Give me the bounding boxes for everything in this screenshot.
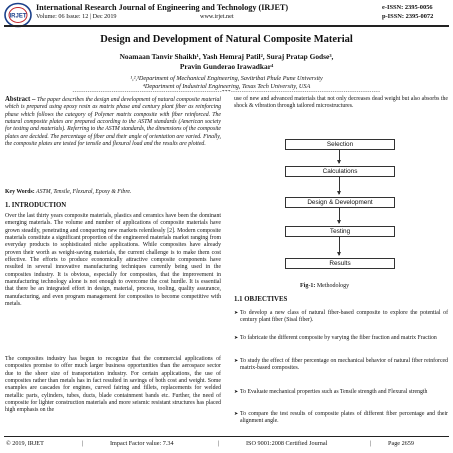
objective-text: To develop a new class of natural fiber-based composite to explore the potential of century plant fiber (Sisal fiber). bbox=[240, 310, 448, 324]
footer-sep-1: | bbox=[82, 440, 84, 447]
objective-text: To study the effect of fiber percentage on mechanical behavior of natural fiber reinforced matrix-based composites. bbox=[240, 358, 448, 372]
p-issn: p-ISSN: 2395-0072 bbox=[382, 13, 434, 20]
footer-page-number: Page 2659 bbox=[388, 440, 414, 447]
flow-step-design-development: Design & Development bbox=[285, 197, 395, 208]
flow-step-testing: Testing bbox=[285, 226, 395, 237]
objective-text: To compare the test results of composite plates of different fiber percentage and their alignment angle. bbox=[240, 411, 448, 425]
footer-impact-factor: Impact Factor value: 7.34 bbox=[110, 440, 174, 447]
figure-caption bbox=[300, 283, 349, 289]
intro-paragraph-1: Over the last thirty years composite materials, plastics and ceramics have been the dominant emerging materials. The volume and number of applications of composite materials have grown steadily, penetrating and conquering new markets relentlessly [2]. Modern composite materials constitute a significant proportion of the engineered materials market ranging from everyday products to sophisticated niche applications. While composites have already proven their worth as weight-saving materials, the current challenge is to make them cost effective. The efforts to produce economically attractive composite components have resulted in several innovative manufacturing techniques currently being used in the composites industry. It is obvious, especially for composites, that the improvement in manufacturing technology alone is not enough to overcome the cost hurdle. It is essential that there be an integrated effort in design, material, process, tooling, quality assurance, manufacturing, and even program management for composites to become competitive with metals. bbox=[5, 213, 221, 308]
figure-caption-text: Methodology bbox=[315, 283, 350, 289]
flow-arrow-3 bbox=[339, 208, 340, 223]
journal-website[interactable]: www.irjet.net bbox=[200, 13, 234, 20]
authors-line-2: Pravin Gunderao Irawadkar⁴ bbox=[179, 62, 274, 71]
keywords-label: Key Words: bbox=[5, 189, 35, 195]
journal-name: International Research Journal of Engineering and Technology (IRJET) bbox=[36, 3, 289, 12]
header-divider bbox=[4, 25, 449, 27]
authors-line-1: Noamaan Tanvir Shaikh¹, Yash Hemraj Patil², Suraj Pratap Godse³, bbox=[119, 52, 334, 61]
intro-paragraph-2: The composites industry has begun to recognize that the commercial applications of composites promise to offer much larger business opportunities than the aerospace sector due to the sheer size of transportation industry. For certain applications, the use of composites rather than metals has in fact resulted in savings of both cost and weight. Some examples are cascades for engines, curved fairing and fillets, replacements for welded metallic parts, cylinders, tubes, ducts, blade containment bands etc. Further, the need of composite for lighter construction materials and more seismic resistant structures has placed high emphasis on the bbox=[5, 356, 221, 414]
paper-title: Design and Development of Natural Composite Material bbox=[100, 34, 353, 45]
intro-heading: 1. INTRODUCTION bbox=[5, 202, 67, 209]
footer-sep-2: | bbox=[218, 440, 220, 447]
objective-item bbox=[234, 411, 448, 426]
footer-copyright: © 2019, IRJET bbox=[6, 440, 44, 447]
flow-arrow-2 bbox=[339, 177, 340, 194]
bullet-arrow-icon: ➤ bbox=[234, 359, 239, 364]
objective-item bbox=[234, 335, 448, 342]
bullet-arrow-icon: ➤ bbox=[234, 311, 239, 316]
svg-text:IRJET: IRJET bbox=[9, 13, 27, 20]
objectives-heading: 1.1 OBJECTIVES bbox=[234, 296, 288, 303]
right-column-paragraph: use of new and advanced materials that not only decreases dead weight but also absorbs the shock & vibration through tailored microstructures. bbox=[234, 96, 448, 110]
abstract-label: Abstract – bbox=[5, 96, 36, 103]
footer-sep-3: | bbox=[370, 440, 372, 447]
figure-caption-label: Fig-1: bbox=[300, 283, 316, 289]
objective-text: To fabricate the different composite by varying the fiber fraction and matrix Fraction bbox=[240, 335, 437, 341]
journal-header bbox=[0, 0, 453, 30]
objective-item bbox=[234, 389, 448, 396]
flow-arrow-1 bbox=[339, 150, 340, 163]
e-issn: e-ISSN: 2395-0056 bbox=[382, 4, 433, 11]
abstract bbox=[5, 96, 221, 148]
objective-text: To Evaluate mechanical properties such as Tensile strength and Flexural strength bbox=[240, 389, 428, 395]
footer-iso: ISO 9001:2008 Certified Journal bbox=[246, 440, 328, 447]
flow-step-calculations: Calculations bbox=[285, 166, 395, 177]
abstract-text: The paper describes the design and development of natural composite material which is prepared using epoxy resin as matrix phase and century plant fiber as reinforcing phase which follows the category of Polymer matrix composite with fiber reinforced. The natural composite plates are prepared according to the ASTM standards (American society for testing and materials). Referring to the ASTM standards, the dimensions of the composite plates are decided. The percentage of fiber and their angle of orientation are varied. Finally, the composite plates are tested for tensile and flexural load and the results are plotted. bbox=[5, 97, 221, 148]
flow-arrow-4 bbox=[339, 237, 340, 255]
bullet-arrow-icon: ➤ bbox=[234, 412, 239, 417]
bullet-arrow-icon: ➤ bbox=[234, 390, 239, 395]
flow-step-selection: Selection bbox=[285, 139, 395, 150]
journal-volume: Volume: 06 Issue: 12 | Dec 2019 bbox=[36, 13, 117, 20]
keywords bbox=[5, 189, 221, 195]
objective-item bbox=[234, 310, 448, 325]
flow-step-results: Results bbox=[285, 258, 395, 269]
title-separator: ---------------------------------------------------------------------***--------------------------------------------------------------------- bbox=[72, 90, 381, 95]
keywords-text: ASTM, Tensile, Flexural, Epoxy & Fibre. bbox=[34, 189, 132, 195]
objective-item bbox=[234, 358, 448, 373]
affiliation-2: ⁴Department of Industrial Engineering, Texas Tech University, USA bbox=[142, 83, 311, 90]
affiliation-1: ¹,²,³Department of Mechanical Engineering, Savitribai Phule Pune University bbox=[130, 75, 323, 82]
footer-divider bbox=[4, 436, 449, 437]
bullet-arrow-icon: ➤ bbox=[234, 336, 239, 341]
